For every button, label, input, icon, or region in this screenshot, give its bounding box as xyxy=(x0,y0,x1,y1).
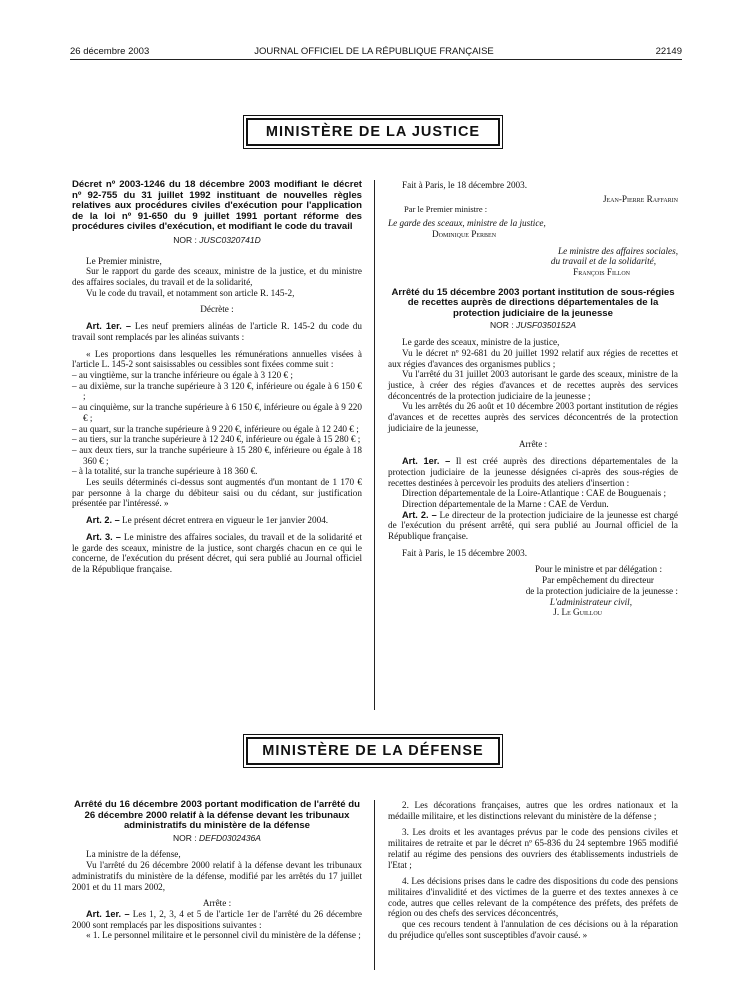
arrete-sig2: Par empêchement du directeur xyxy=(542,575,654,586)
defense-arrete-word: Arrête : xyxy=(202,898,232,909)
defense-q3: 3. Les droits et les avantages prévus par le code des pensions civiles et militaires de retraite et par le décret nº 65-836 du 24 septembre 1965 modifié relatif au régime des pensions des ouvriers des établissements industriels de l'Etat ; xyxy=(388,827,678,870)
arrete-dir1: Direction départementale de la Loire-Atlantique : CAE de Bouguenais ; xyxy=(402,488,667,499)
decree-p3: Vu le code du travail, et notamment son article R. 145-2, xyxy=(86,287,295,298)
arrete-p3: Vu l'arrêté du 31 juillet 2003 autorisant le garde des sceaux, ministre de la justice, à créer des régies d'avances et de recettes auprès des services déconcentrés de la protection judiciaire de la jeunesse ; xyxy=(388,369,678,401)
decree-column xyxy=(72,180,362,575)
defense-p1: La ministre de la défense, xyxy=(86,849,181,860)
arrete-title: Arrêté du 15 décembre 2003 portant institution de sous-régies de recettes auprès de directions départementales de la protection judiciaire de la jeunesse xyxy=(391,286,675,319)
decree-item: – au tiers, sur la tranche supérieure à 12 240 €, inférieure ou égale à 15 280 € ; xyxy=(72,434,361,445)
defense-right-column xyxy=(388,800,678,940)
arrete-sig4: L'administrateur civil, xyxy=(549,596,632,607)
decree-art3-text: Le ministre des affaires sociales, du travail et de la solidarité et le garde des sceaux, ministre de la justice, sont chargés chacun en ce qui le concerne, de l'exécution du présent décret, qui sera publié au Journal officiel de la République française. xyxy=(72,531,362,574)
defense-arrete-title: Arrêté du 16 décembre 2003 portant modification de l'arrêté du 26 décembre 2000 relatif à la défense devant les tribunaux administratifs du ministère de la défense xyxy=(74,799,360,832)
arrete-p4: Vu les arrêtés du 26 août et 10 décembre 2003 portant institution de régies d'avances et de recettes auprès des services déconcentrés de la protection judiciaire de la jeunesse, xyxy=(388,401,678,433)
arrete-art1-label: Art. 1er. – xyxy=(402,456,451,467)
decree-item: – aux deux tiers, sur la tranche supérieure à 15 280 €, inférieure ou égale à 18 360 € ; xyxy=(72,444,362,466)
decree-art1-label: Art. 1er. – xyxy=(86,321,131,332)
arrete-sig1: Pour le ministre et par délégation : xyxy=(534,564,662,575)
arrete-nor: JUSF0350152A xyxy=(515,320,576,331)
defense-nor: DEFD0302436A xyxy=(199,832,261,843)
decree-seuils: Les seuils déterminés ci-dessus sont augmentés d'un montant de 1 170 € par personne à la charge du débiteur saisi ou du cédant, sur justification présentée par l'intéressé. » xyxy=(72,477,362,509)
journal-title: JOURNAL OFFICIEL DE LA RÉPUBLIQUE FRANÇAISE xyxy=(254,46,494,57)
defense-q5: que ces recours tendent à l'annulation de ces décisions ou à la réparation du préjudice qu'elles sont susceptibles d'avoir causé. » xyxy=(388,919,678,940)
arrete-sig5: J. Le Guillou xyxy=(553,607,602,618)
page-number: 22149 xyxy=(655,46,682,57)
arrete-word: Arrête : xyxy=(518,439,548,450)
arrete-art1-text: Il est créé auprès des directions départementales de la protection judiciaire de la jeunesse désignées ci-après des sous-régies de recettes destinées à percevoir les produits des ateliers d'insertion : xyxy=(388,456,678,488)
decree-item: – au dixième, sur la tranche supérieure à 3 120 €, inférieure ou égale à 6 150 € ; xyxy=(72,380,362,402)
decree-fait: Fait à Paris, le 18 décembre 2003. xyxy=(402,180,528,190)
decree-art2-label: Art. 2. – xyxy=(86,515,120,526)
min-aff-1: Le ministre des affaires sociales, xyxy=(557,245,678,256)
arrete-p2: Vu le décret nº 92-681 du 20 juillet 1992 relatif aux régies de recettes et aux régies d'avances des organismes publics ; xyxy=(388,347,678,369)
header-date: 26 décembre 2003 xyxy=(70,46,150,57)
decree-nor: JUSC0320741D xyxy=(199,234,261,245)
defense-q4: 4. Les décisions prises dans le cadre des dispositions du code des pensions militaires d'invalidité et des victimes de la guerre et des textes annexes à ce code, autres que celles relevant de la compétence des préfets, des préfets de région ou des chefs des services déconcentrés, xyxy=(388,876,678,919)
arrete-fait: Fait à Paris, le 15 décembre 2003. xyxy=(402,547,528,558)
decree-decrete: Décrète : xyxy=(200,304,234,315)
defense-art1-text: Les 1, 2, 3, 4 et 5 de l'article 1er de l'arrêté du 26 décembre 2000 sont remplacés par les dispositions suivantes : xyxy=(72,909,363,930)
decree-art1-text: Les neuf premiers alinéas de l'article R. 145-2 du code du travail sont remplacés par les alinéas suivants : xyxy=(72,321,362,342)
arrete-p1: Le garde des sceaux, ministre de la justice, xyxy=(402,337,560,348)
defense-p2: Vu l'arrêté du 26 décembre 2000 relatif à la défense devant les tribunaux administratifs du ministère de la défense, modifié par les arrêtés du 17 juillet 2001 et du 11 mars 2002, xyxy=(72,860,362,892)
decree-art3-label: Art. 3. – xyxy=(86,531,121,542)
decree-quote: « Les proportions dans lesquelles les rémunérations annuelles visées à l'article L. 145-2 sont saisissables ou cessibles sont fixées comme suit : xyxy=(72,348,362,370)
decree-p2: Sur le rapport du garde des sceaux, ministre de la justice, et du ministre des affaires sociales, du travail et de la solidarité, xyxy=(72,266,362,288)
signer-pm: Jean-Pierre Raffarin xyxy=(602,193,678,204)
min-aff-name: François Fillon xyxy=(573,266,630,277)
decree-p1: Le Premier ministre, xyxy=(86,255,162,266)
nor-label: NOR : xyxy=(173,234,197,245)
justice-right-column xyxy=(388,180,678,618)
nor-label: NOR : xyxy=(173,832,197,843)
defense-q2: 2. Les décorations françaises, autres que les ordres nationaux et la médaille militaire, et les distinctions relevant du ministère de la défense ; xyxy=(388,800,678,821)
decree-item: – au vingtième, sur la tranche inférieure ou égale à 3 120 € ; xyxy=(72,370,293,380)
decree-title: Décret nº 2003-1246 du 18 décembre 2003 modifiant le décret nº 92-755 du 31 juillet 1992 instituant de nouvelles règles relatives aux procédures civiles d'exécution pour l'application de la loi nº 91-650 du 9 juillet 1991 portant réforme des procédures civiles d'exécution, et modifiant le code du travail xyxy=(72,179,362,233)
garde-name: Dominique Perben xyxy=(432,228,497,239)
arrete-art2-label: Art. 2. – xyxy=(402,509,437,520)
arrete-art2-text: Le directeur de la protection judiciaire de la jeunesse est chargé de l'exécution du présent arrêté, qui sera publié au Journal officiel de la République française. xyxy=(388,509,678,542)
header-rule xyxy=(70,59,682,60)
garde-title: Le garde des sceaux, ministre de la justice, xyxy=(388,218,546,229)
decree-item: – au quart, sur la tranche supérieure à 9 220 €, inférieure ou égale à 12 240 € ; xyxy=(72,423,359,434)
ministry-defense-heading: MINISTÈRE DE LA DÉFENSE xyxy=(246,737,500,765)
defense-art1-label: Art. 1er. – xyxy=(86,909,130,919)
arrete-sig3: de la protection judiciaire de la jeunesse : xyxy=(525,585,678,596)
nor-label: NOR : xyxy=(489,320,514,331)
decree-art2-text: Le présent décret entrera en vigueur le 1er janvier 2004. xyxy=(122,515,329,526)
par-pm: Par le Premier ministre : xyxy=(404,204,488,215)
arrete-dir2: Direction départementale de la Marne : CAE de Verdun. xyxy=(402,498,609,509)
defense-left-column xyxy=(72,800,362,941)
decree-item: – au cinquième, sur la tranche supérieure à 6 150 €, inférieure ou égale à 9 220 € ; xyxy=(72,402,362,423)
defense-q1: « 1. Le personnel militaire et le personnel civil du ministère de la défense ; xyxy=(86,930,361,941)
column-divider xyxy=(374,800,375,970)
column-divider xyxy=(374,180,375,710)
ministry-justice-heading: MINISTÈRE DE LA JUSTICE xyxy=(246,118,500,146)
decree-item: – à la totalité, sur la tranche supérieure à 18 360 €. xyxy=(72,466,258,477)
min-aff-2: du travail et de la solidarité, xyxy=(550,256,656,267)
